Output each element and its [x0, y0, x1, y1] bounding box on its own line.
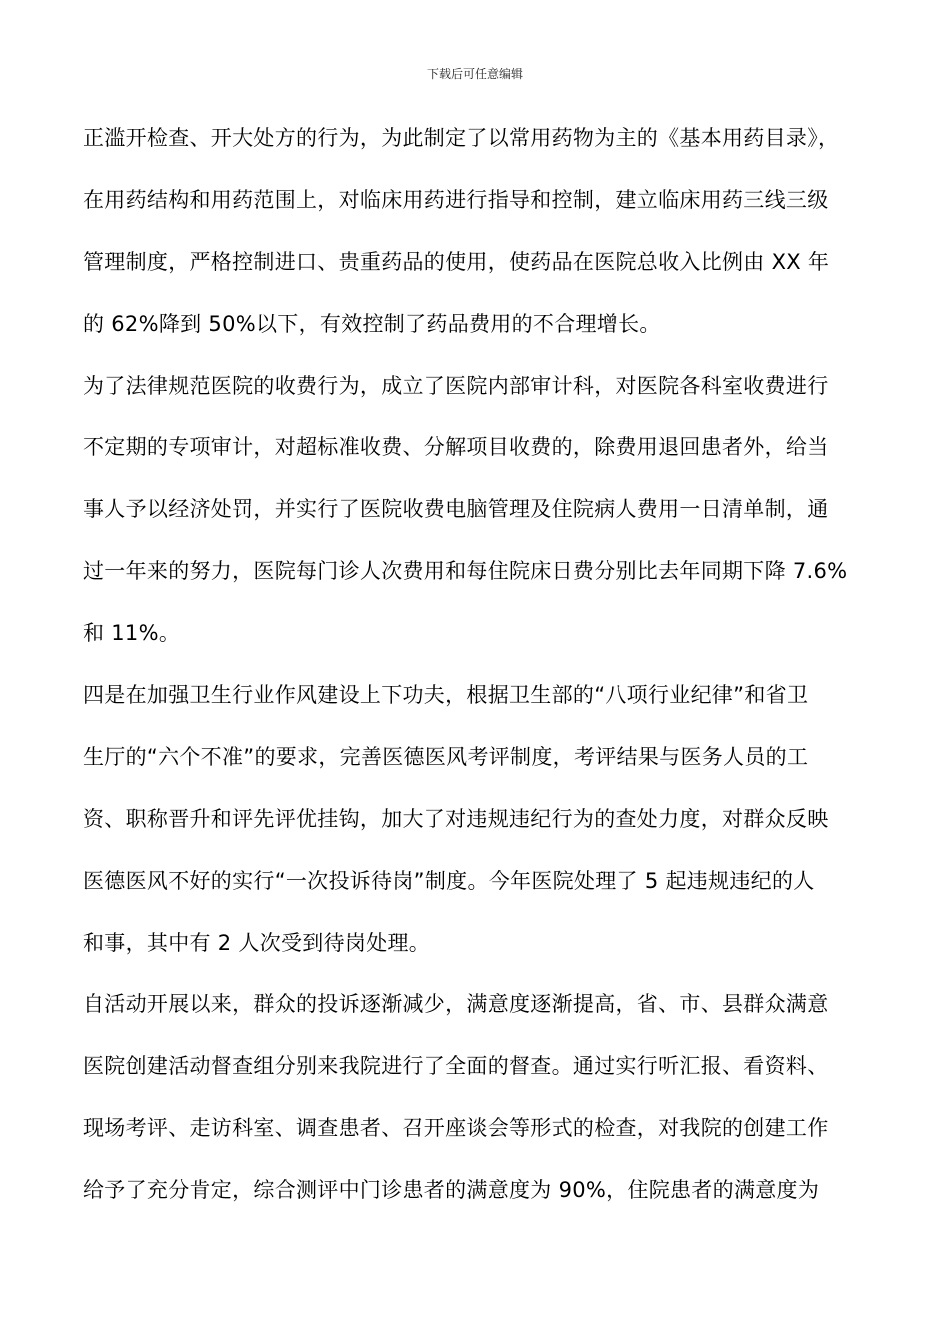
text-line: 过一年来的努力，医院每门诊人次费用和每住院床日费分别比去年同期下降 7.6%	[83, 559, 848, 584]
text-line: 事人予以经济处罚，并实行了医院收费电脑管理及住院病人费用一日清单制，通	[83, 497, 829, 522]
text-line: 四是在加强卫生行业作风建设上下功夫，根据卫生部的“八项行业纪律”和省卫	[83, 683, 809, 708]
text-line: 自活动开展以来，群众的投诉逐渐减少，满意度逐渐提高，省、市、县群众满意	[83, 992, 829, 1017]
text-line: 和 11%。	[83, 621, 181, 646]
text-line: 管理制度，严格控制进口、贵重药品的使用，使药品在医院总收入比例由 XX 年	[83, 249, 830, 274]
text-line: 医院创建活动督查组分别来我院进行了全面的督查。通过实行听汇报、看资料、	[83, 1054, 829, 1079]
text-line: 给予了充分肯定，综合测评中门诊患者的满意度为 90%，住院患者的满意度为	[83, 1178, 820, 1203]
text-line: 不定期的专项审计，对超标准收费、分解项目收费的，除费用退回患者外，给当	[83, 435, 829, 460]
text-line: 生厅的“六个不准”的要求，完善医德医风考评制度，考评结果与医务人员的工	[83, 744, 809, 769]
text-line: 和事，其中有 2 人次受到待岗处理。	[83, 930, 431, 955]
text-line: 正滥开检查、开大处方的行为，为此制定了以常用药物为主的《基本用药目录》，	[83, 126, 840, 150]
page-header-note: 下载后可任意编辑	[426, 67, 523, 81]
text-line: 医德医风不好的实行“一次投诉待岗”制度。今年医院处理了 5 起违规违纪的人	[83, 868, 815, 893]
text-line: 现场考评、走访科室、调查患者、召开座谈会等形式的检查，对我院的创建工作	[83, 1116, 829, 1141]
document-body	[83, 118, 875, 1232]
text-line: 在用药结构和用药范围上，对临床用药进行指导和控制，建立临床用药三线三级	[83, 187, 829, 212]
text-line: 的 62%降到 50%以下，有效控制了药品费用的不合理增长。	[83, 311, 661, 336]
text-line: 资、职称晋升和评先评优挂钩，加大了对违规违纪行为的查处力度，对群众反映	[83, 806, 829, 831]
text-line: 为了法律规范医院的收费行为，成立了医院内部审计科，对医院各科室收费进行	[83, 373, 829, 398]
